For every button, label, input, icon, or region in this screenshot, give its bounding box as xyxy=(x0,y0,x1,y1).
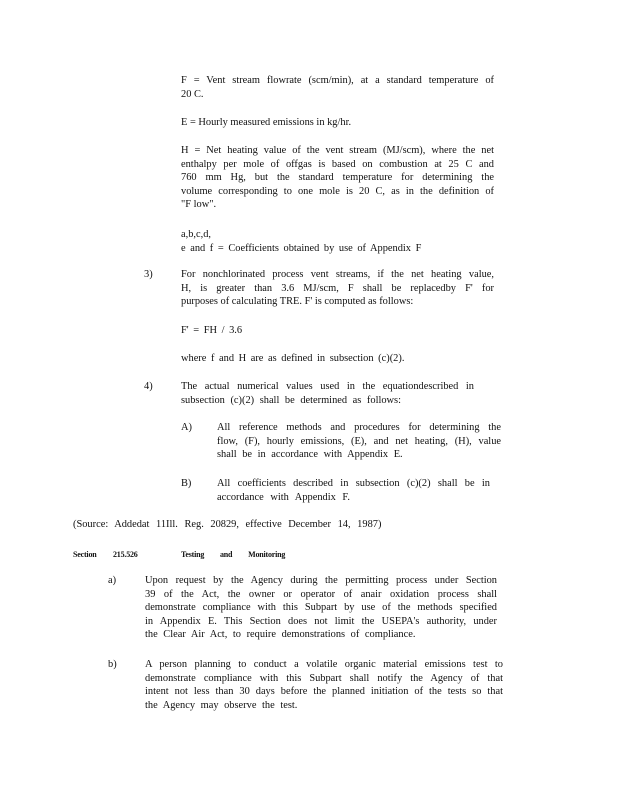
text-line: demonstrate compliance with this Subpart shall notify the Agency of that xyxy=(145,672,503,684)
item-3-formula xyxy=(181,324,242,338)
text-line: shall be in accordance with Appendix E. xyxy=(217,449,403,461)
text-line: volume corresponding to one mole is 20 C, as in the definition of xyxy=(181,185,494,197)
text-line: where f and H are as defined in subsection (c)(2). xyxy=(181,353,405,364)
text-line: e and f = Coefficients obtained by use of Appendix F xyxy=(181,242,422,254)
text-line: 760 mm Hg, but the standard temperature for determining the xyxy=(181,172,494,184)
text-line: H, is greater than 3.6 MJ/scm, F shall be replacedby F' for xyxy=(181,282,494,294)
para-b-label: b) xyxy=(108,659,117,670)
text-line: 39 of the Act, the owner or operator of anair oxidation process shall xyxy=(145,588,497,600)
definition-f xyxy=(181,74,494,101)
text-line: E = Hourly measured emissions in kg/hr. xyxy=(181,117,352,128)
definition-h xyxy=(181,144,494,212)
para-a-label: a) xyxy=(108,575,117,586)
text-line: a,b,c,d, xyxy=(181,229,212,240)
section-number: 215.526 xyxy=(113,550,138,559)
text-line: subsection (c)(2) shall be determined as follows: xyxy=(181,394,401,406)
text-line: All reference methods and procedures for determining the xyxy=(217,422,501,433)
text-line: in Appendix E. This Section does not limit the USEPA's authority, under xyxy=(145,615,497,627)
item-3-where xyxy=(181,352,404,366)
item-4-label: 4) xyxy=(144,381,153,392)
section-label: Section xyxy=(73,550,97,559)
item-4b-text xyxy=(217,477,490,504)
item-3-label: 3) xyxy=(144,269,153,280)
text-line: A person planning to conduct a volatile organic material emissions test to xyxy=(145,659,503,670)
text-line: (Source: Addedat 11Ill. Reg. 20829, effective December 14, 1987) xyxy=(73,519,382,530)
text-line: accordance with Appendix F. xyxy=(217,491,350,503)
item-3-text xyxy=(181,268,494,309)
text-line: demonstrate compliance with this Subpart by use of the methods specified xyxy=(145,602,497,614)
definition-e xyxy=(181,116,494,130)
para-b-text xyxy=(145,658,503,712)
section-title: Testing and Monitoring xyxy=(181,550,286,559)
item-4a-label: A) xyxy=(181,422,192,433)
text-line: intent not less than 30 days before the planned initiation of the tests so that xyxy=(145,686,503,698)
item-4b-label: B) xyxy=(181,478,192,489)
text-line: The actual numerical values used in the equationdescribed in xyxy=(181,381,474,392)
item-4-text xyxy=(181,380,474,407)
text-line: the Agency may observe the test. xyxy=(145,699,298,711)
text-line: "F low". xyxy=(181,199,217,211)
text-line: For nonchlorinated process vent streams, if the net heating value, xyxy=(181,269,494,280)
text-line: enthalpy per mole of offgas is based on combustion at 25 C and xyxy=(181,158,494,170)
text-line: the Clear Air Act, to require demonstrations of compliance. xyxy=(145,629,416,641)
text-line: purposes of calculating TRE. F' is computed as follows: xyxy=(181,296,414,308)
text-line: flow, (F), hourly emissions, (E), and net heating, (H), value xyxy=(217,435,501,447)
text-line: All coefficients described in subsection (c)(2) shall be in xyxy=(217,478,490,489)
para-a-text xyxy=(145,574,497,642)
definition-coefficients xyxy=(181,228,494,255)
text-line: H = Net heating value of the vent stream (MJ/scm), where the net xyxy=(181,145,494,156)
formula-text: F' = FH / 3.6 xyxy=(181,325,243,336)
text-line: F = Vent stream flowrate (scm/min), at a standard temperature of xyxy=(181,75,494,86)
source-note xyxy=(73,518,381,532)
text-line: Upon request by the Agency during the permitting process under Section xyxy=(145,575,497,586)
item-4a-text xyxy=(217,421,501,462)
text-line: 20 C. xyxy=(181,88,204,100)
